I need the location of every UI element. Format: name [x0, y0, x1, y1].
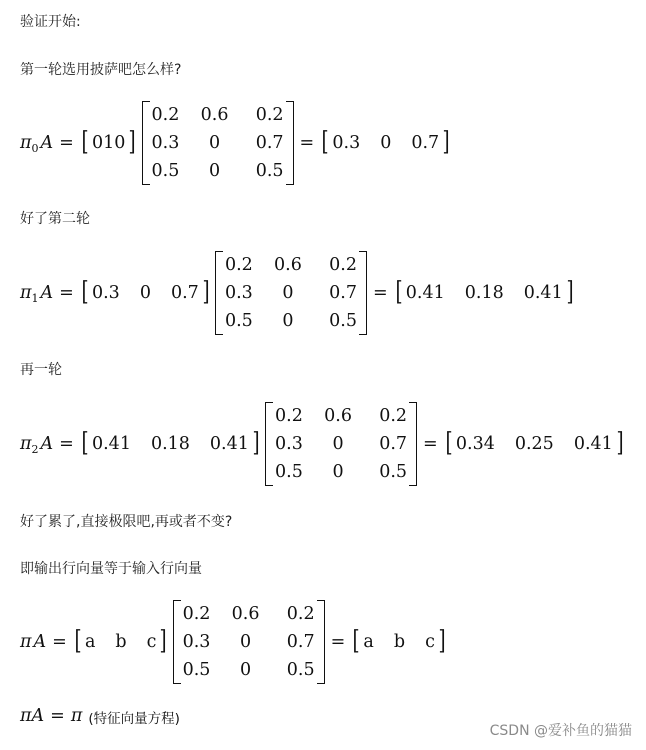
- input-vector-entries: [92, 133, 125, 153]
- vector-entry: c: [146, 632, 157, 652]
- left-bracket: [: [352, 626, 360, 656]
- output-vector: [351, 626, 447, 656]
- matrix-grid: [223, 251, 359, 335]
- vector-entry: 010: [91, 133, 126, 153]
- matrix-cell: 0.3: [182, 632, 211, 652]
- left-bracket: [: [81, 428, 89, 458]
- vector-entry: a: [84, 632, 96, 652]
- input-vector-entries: [92, 434, 249, 454]
- vector-entry: 0.3: [91, 283, 120, 303]
- vector-entry: 0.7: [411, 133, 440, 153]
- round-three-text: 再一轮: [20, 362, 62, 378]
- watermark: CSDN @爱补鱼的猫猫: [489, 723, 632, 739]
- eigen-rhs: π: [70, 706, 83, 726]
- eigen-equation: [20, 706, 180, 726]
- matrix-cell: 0: [208, 133, 221, 153]
- left-bracket: [: [81, 127, 89, 157]
- right-bracket: ]: [438, 626, 446, 656]
- input-vector: [80, 428, 261, 458]
- matrix-cell: 0.5: [329, 311, 357, 331]
- left-bracket: [: [395, 277, 403, 307]
- output-vector-entries: [406, 283, 563, 303]
- matrix-cell: 0.7: [286, 632, 315, 652]
- matrix-grid: [273, 402, 409, 486]
- matrix-cell: 0: [282, 311, 294, 331]
- matrix-cell: 0.2: [224, 255, 253, 275]
- matrix-left-bracket: [173, 600, 181, 684]
- matrix-right-bracket: [317, 600, 325, 684]
- matrix-cell: 0: [240, 632, 252, 652]
- matrix-cell: 0.7: [329, 283, 357, 303]
- output-vector-entries: [332, 133, 439, 153]
- matrix-left-bracket: [142, 101, 150, 185]
- left-bracket: [: [445, 428, 453, 458]
- round-two-text: 好了第二轮: [20, 211, 90, 227]
- output-vector-entries: [363, 632, 434, 652]
- matrix-cell: 0.7: [379, 434, 408, 454]
- matrix-right-bracket: [286, 101, 294, 185]
- matrix-cell: 0.6: [200, 105, 229, 125]
- output-vector-entries: [456, 434, 613, 454]
- right-bracket: ]: [442, 127, 450, 157]
- matrix-cell: 0.5: [255, 161, 284, 181]
- output-vector: [320, 127, 451, 157]
- matrix-grid: [150, 101, 286, 185]
- right-bracket: ]: [252, 428, 260, 458]
- left-bracket: [: [321, 127, 329, 157]
- input-vector: [80, 277, 211, 307]
- stationary-text: 即输出行向量等于输入行向量: [20, 561, 202, 577]
- input-vector: [73, 626, 169, 656]
- matrix-cell: 0.5: [151, 161, 180, 181]
- equals-sign: =: [52, 632, 67, 652]
- vector-entry: a: [363, 632, 374, 652]
- equation-stationary: [20, 600, 447, 684]
- vector-entry: 0.41: [209, 434, 249, 454]
- matrix-cell: 0: [240, 660, 252, 680]
- equals-sign: =: [59, 434, 74, 454]
- matrix-right-bracket: [359, 251, 367, 335]
- pi-symbol: π: [20, 434, 32, 454]
- matrix-cell: 0: [208, 161, 221, 181]
- matrix-cell: 0.5: [224, 311, 253, 331]
- eigen-note: (特征向量方程): [88, 711, 180, 727]
- matrix-cell: 0.5: [182, 660, 211, 680]
- matrix-cell: 0.3: [151, 133, 180, 153]
- pi-subscript: 2: [31, 442, 39, 456]
- matrix-name: A: [40, 434, 54, 454]
- vector-entry: 0.34: [455, 434, 495, 454]
- matrix-cell: 0.6: [324, 406, 352, 426]
- matrix-cell: 0.5: [379, 462, 408, 482]
- equation-round-2: [20, 402, 625, 486]
- matrix-left-bracket: [215, 251, 223, 335]
- equals-sign: =: [372, 283, 388, 303]
- right-bracket: ]: [566, 277, 574, 307]
- matrix-left-bracket: [265, 402, 273, 486]
- pi-subscript: 1: [31, 291, 39, 305]
- vector-entry: 0.18: [464, 283, 504, 303]
- vector-entry: b: [393, 632, 406, 652]
- matrix-cell: 0.2: [329, 255, 357, 275]
- equals-sign: =: [59, 133, 74, 153]
- matrix-right-bracket: [409, 402, 417, 486]
- equation-round-1: [20, 251, 575, 335]
- vector-entry: 0.41: [573, 434, 613, 454]
- matrix-cell: 0.3: [275, 434, 303, 454]
- vector-entry: 0: [139, 283, 151, 303]
- matrix-grid: [181, 600, 317, 684]
- input-vector: [80, 127, 138, 157]
- limit-text: 好了累了,直接极限吧,再或者不变?: [20, 514, 233, 530]
- matrix-cell: 0.2: [255, 105, 284, 125]
- round-one-text: 第一轮选用披萨吧怎么样?: [20, 62, 182, 78]
- equals-sign: =: [330, 632, 346, 652]
- matrix-cell: 0: [282, 283, 294, 303]
- vector-entry: 0.3: [332, 133, 361, 153]
- matrix-name: A: [33, 632, 47, 652]
- matrix-cell: 0.7: [255, 133, 284, 153]
- transition-matrix: [265, 402, 417, 486]
- left-bracket: [: [81, 277, 89, 307]
- right-bracket: ]: [202, 277, 210, 307]
- matrix-cell: 0.6: [231, 604, 260, 624]
- matrix-cell: 0.2: [182, 604, 211, 624]
- vector-entry: 0.7: [170, 283, 199, 303]
- pi-symbol: π: [20, 283, 32, 303]
- matrix-cell: 0.5: [275, 462, 303, 482]
- vector-entry: 0.41: [405, 283, 445, 303]
- input-vector-entries: [85, 632, 156, 652]
- pi-symbol: π: [20, 632, 32, 652]
- matrix-cell: 0.6: [274, 255, 302, 275]
- matrix-name: A: [40, 133, 54, 153]
- vector-entry: 0.25: [514, 434, 554, 454]
- equals-sign: =: [423, 434, 438, 454]
- transition-matrix: [215, 251, 367, 335]
- matrix-cell: 0.2: [286, 604, 315, 624]
- left-bracket: [: [74, 626, 82, 656]
- equals-sign: =: [59, 283, 74, 303]
- output-vector: [394, 277, 575, 307]
- vector-entry: 0.41: [523, 283, 563, 303]
- eigen-equals: =: [50, 706, 65, 726]
- right-bracket: ]: [128, 127, 137, 157]
- output-vector: [444, 428, 625, 458]
- matrix-cell: 0.3: [224, 283, 253, 303]
- vector-entry: b: [115, 632, 127, 652]
- vector-entry: 0.18: [150, 434, 190, 454]
- pi-symbol: π: [20, 133, 32, 153]
- transition-matrix: [173, 600, 325, 684]
- vector-entry: c: [425, 632, 435, 652]
- matrix-cell: 0.2: [379, 406, 408, 426]
- vector-entry: 0: [380, 133, 392, 153]
- matrix-cell: 0: [332, 462, 344, 482]
- equals-sign: =: [299, 133, 315, 153]
- right-bracket: ]: [616, 428, 624, 458]
- right-bracket: ]: [159, 626, 168, 656]
- equation-round-0: [20, 101, 451, 185]
- input-vector-entries: [92, 283, 199, 303]
- matrix-cell: 0: [332, 434, 344, 454]
- matrix-cell: 0.2: [151, 105, 180, 125]
- vector-entry: 0.41: [91, 434, 131, 454]
- intro-text: 验证开始:: [20, 14, 81, 30]
- matrix-cell: 0.5: [286, 660, 315, 680]
- pi-subscript: 0: [31, 141, 39, 155]
- matrix-cell: 0.2: [275, 406, 303, 426]
- matrix-name: A: [40, 283, 54, 303]
- eigen-lhs: πA: [20, 706, 45, 726]
- transition-matrix: [142, 101, 294, 185]
